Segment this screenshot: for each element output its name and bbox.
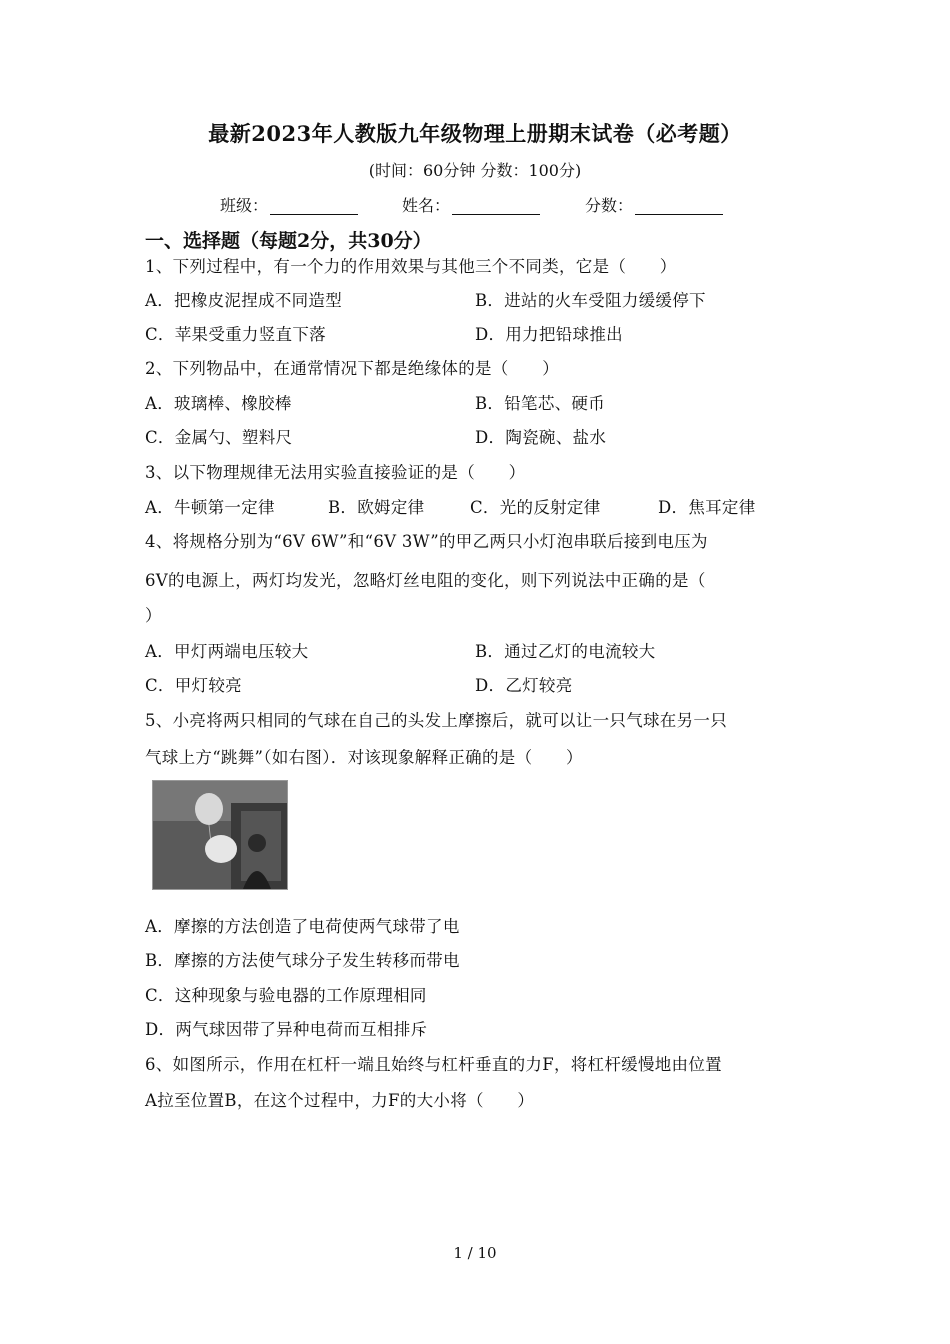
name-label: 姓名： — [402, 196, 451, 215]
q2-option-a: A．玻璃棒、橡胶棒 — [145, 394, 292, 413]
score-label: 分数： — [585, 196, 634, 215]
balloon-photo-illustration — [153, 781, 287, 889]
question-4-stem-line-1: 4、将规格分别为“6V 6W”和“6V 3W”的甲乙两只小灯泡串联后接到电压为 — [145, 532, 708, 551]
question-5-stem-line-1: 5、小亮将两只相同的气球在自己的头发上摩擦后，就可以让一只气球在另一只 — [145, 711, 727, 730]
class-label: 班级： — [220, 196, 269, 215]
balloon-photo — [152, 780, 288, 890]
exam-time-score: (时间：60分钟 分数：100分) — [368, 161, 582, 180]
question-6-stem-line-1: 6、如图所示，作用在杠杆一端且始终与杠杆垂直的力F，将杠杆缓慢地由位置 — [145, 1055, 722, 1074]
q3-option-c: C．光的反射定律 — [470, 498, 601, 517]
class-blank[interactable] — [270, 198, 358, 215]
q2-option-d: D．陶瓷碗、盐水 — [475, 428, 607, 447]
q4-option-d: D．乙灯较亮 — [475, 676, 573, 695]
q5-option-c: C．这种现象与验电器的工作原理相同 — [145, 986, 427, 1005]
q5-option-d: D．两气球因带了异种电荷而互相排斥 — [145, 1020, 428, 1039]
question-4-stem-line-2: 6V的电源上，两灯均发光，忽略灯丝电阻的变化，则下列说法中正确的是（ — [145, 571, 706, 590]
question-2-stem: 2、下列物品中，在通常情况下都是绝缘体的是（ ） — [145, 359, 559, 378]
name-field — [402, 193, 540, 216]
q3-option-a: A．牛顿第一定律 — [145, 498, 275, 517]
name-blank[interactable] — [452, 198, 540, 215]
q1-option-a: A．把橡皮泥捏成不同造型 — [145, 291, 343, 310]
q5-option-a: A．摩擦的方法创造了电荷使两气球带了电 — [145, 917, 460, 936]
score-blank[interactable] — [635, 198, 723, 215]
q3-option-d: D．焦耳定律 — [658, 498, 756, 517]
page-title: 最新2023年人教版九年级物理上册期末试卷（必考题） — [208, 121, 742, 146]
section-heading: 一、选择题（每题2分，共30分） — [145, 230, 432, 252]
q1-option-c: C．苹果受重力竖直下落 — [145, 325, 326, 344]
score-field — [585, 193, 723, 216]
q2-option-b: B．铅笔芯、硬币 — [475, 394, 606, 413]
question-3-stem: 3、以下物理规律无法用实验直接验证的是（ ） — [145, 463, 526, 482]
question-1-stem: 1、下列过程中，有一个力的作用效果与其他三个不同类，它是（ ） — [145, 257, 677, 276]
q4-option-b: B．通过乙灯的电流较大 — [475, 642, 656, 661]
q3-option-b: B．欧姆定律 — [328, 498, 425, 517]
page-number: 1 / 10 — [453, 1244, 497, 1262]
q4-option-c: C．甲灯较亮 — [145, 676, 242, 695]
q5-option-b: B．摩擦的方法使气球分子发生转移而带电 — [145, 951, 460, 970]
q1-option-d: D．用力把铅球推出 — [475, 325, 623, 344]
q1-option-b: B．进站的火车受阻力缓缓停下 — [475, 291, 706, 310]
question-6-stem-line-2: A拉至位置B，在这个过程中，力F的大小将（ ） — [145, 1091, 535, 1110]
question-5-stem-line-2: 气球上方“跳舞”（如右图）．对该现象解释正确的是（ ） — [145, 748, 583, 767]
q4-option-a: A．甲灯两端电压较大 — [145, 642, 309, 661]
question-4-stem-line-3: ） — [145, 606, 162, 625]
class-field — [220, 193, 358, 216]
q2-option-c: C．金属勺、塑料尺 — [145, 428, 293, 447]
